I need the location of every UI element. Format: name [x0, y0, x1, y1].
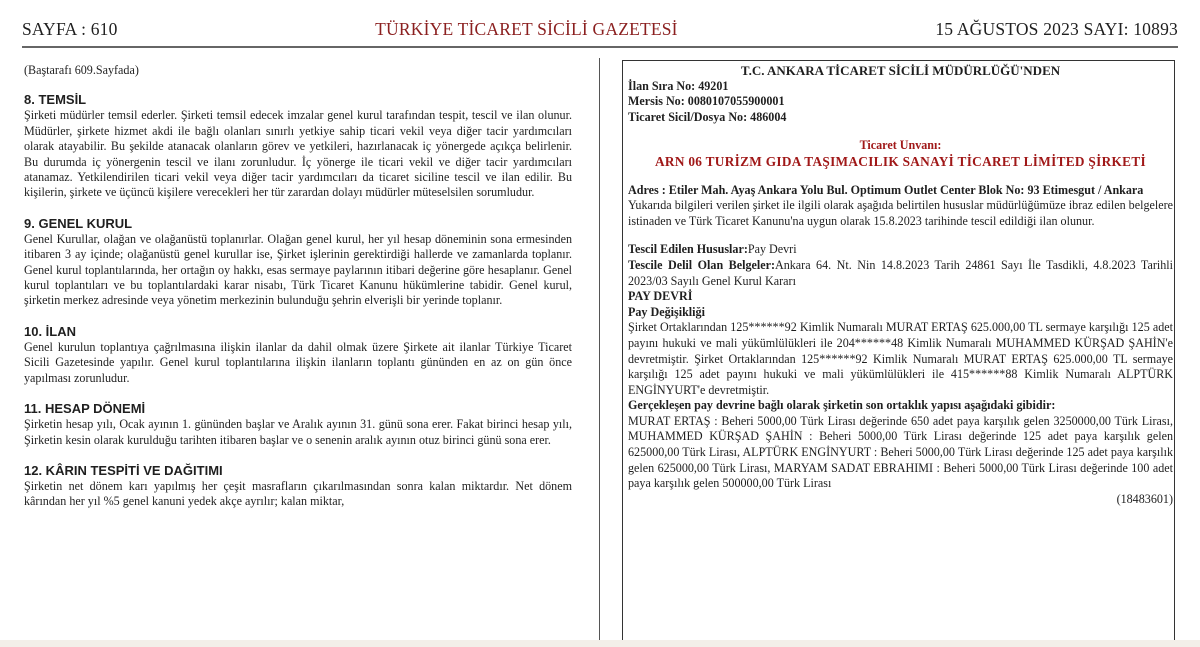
ilan-sira-no: İlan Sıra No: 49201 [628, 78, 729, 93]
mersis-no: Mersis No: 0080107055900001 [628, 94, 785, 109]
structure-text: MURAT ERTAŞ : Beheri 5000,00 Türk Lirası değerinde 650 adet paya karşılık gelen 3250000,00 Türk Lirası, MUHAMMED KÜRŞAD ŞAHİN : Beheri 5000,00 Türk Lirası değerinde 125 adet paya karşılık gelen 625000,00 Türk Lirası, ALPTÜRK ENGİNYURT : Beheri 5000,00 Türk Lirası değerinde 125 adet paya karşılık gelen 625000,00 Türk Lirası, MARYAM SADAT EBRAHIMI : Beheri 5000,00 Türk Lirası değerinde 100 adet paya karşılık gelen 500000,00 Türk Lirası [628, 413, 1173, 491]
section-heading: 8. TEMSİL [24, 92, 87, 108]
section-temsil [24, 92, 572, 200]
section-body: Genel kurulun toplantıya çağrılmasına ilişkin ilanlar da dahil olmak üzere Şirkete ait ilanlar Türkiye Ticaret Sicili Gazetesinde yapılır. Genel kurul toplantılarına ilişkin ilanların toplantı gününden en az on gün önce yapılması zorunludur. [24, 339, 572, 385]
gazette-title: TÜRKİYE TİCARET SİCİLİ GAZETESİ [375, 18, 678, 39]
section-body: Şirketin net dönem karı yapılmış her çeşit masrafların çıkarılmasından sonra kalan miktardır. Net dönem kârından her yıl %5 genel kanuni yedek akçe ayrılır; kalan miktar, [24, 478, 572, 509]
left-column [24, 63, 572, 525]
section-ilan [24, 324, 572, 386]
section-heading: 11. HESAP DÖNEMİ [24, 401, 146, 417]
reference-number: (18483601) [1116, 491, 1173, 506]
office-heading: T.C. ANKARA TİCARET SİCİLİ MÜDÜRLÜĞÜ'NDEN [740, 63, 1061, 78]
page-number: SAYFA : 610 [22, 18, 118, 39]
continued-note: (Baştarafı 609.Sayfada) [24, 63, 139, 77]
unvan-label: Ticaret Unvanı: [859, 138, 942, 153]
tescil-value: Pay Devri [747, 242, 797, 257]
delil-label: Tescile Delil Olan Belgeler: [628, 257, 775, 272]
column-divider [599, 58, 600, 640]
section-kar-dagitimi [24, 463, 572, 510]
tescil-label: Tescil Edilen Hususlar: [628, 242, 748, 257]
announcement-intro: Yukarıda bilgileri verilen şirket ile ilgili olarak aşağıda belirtilen hususlar müdürlüğümüze ibraz edilen belgelere istinaden ve Türk Ticaret Kanunu'na uygun olarak 15.8.2023 tarihinde tescil edildiği ilan olunur. [628, 198, 1173, 228]
page-header [22, 14, 1178, 44]
delil-line [628, 258, 1173, 289]
tescil-line [628, 242, 1173, 258]
section-heading: 9. GENEL KURUL [24, 215, 133, 231]
right-column [628, 63, 1173, 507]
ticaret-sicil-no: Ticaret Sicil/Dosya No: 486004 [628, 109, 787, 124]
section-heading: 12. KÂRIN TESPİTİ VE DAĞITIMI [24, 462, 223, 478]
pay-devri-heading: PAY DEVRİ [628, 289, 693, 304]
pay-degisikligi-heading: Pay Değişikliği [628, 304, 705, 319]
section-body: Şirketi müdürler temsil ederler. Şirketi temsil edecek imzalar genel kurul tarafından tespit, tescil ve ilan olunur. Müdürler, şirkete hizmet akdi ile bağlı olanları sınırlı yetkiye sahip ticari vekil veya diğer tacir yardımcıları olarak atayabilir. Bu şekilde atanacak olanların görev ve yetkileri, hazırlanacak iç yönergede açıkça belirlenir. Bu durumda iç yönergenin tescil ve ilanı zorunludur. İç yönerge ile ticari vekil ve diğer tacir yardımcıları atanamaz. Yetkilendirilen ticari vekil veya diğer tacir yardımcıları da ticaret siciline tescil ve ilan edilir. Bu kişilerin, şirkete ve üçüncü kişilere verecekleri her tür zarardan dolayı müdürler müteselsilen sorumludur. [24, 108, 572, 200]
section-body: Şirketin hesap yılı, Ocak ayının 1. gününden başlar ve Aralık ayının 31. günü sona erer. Fakat birinci hesap yılı, Şirketin kesin olarak kurulduğu tarihten itibaren başlar ve o senenin aralık ayının otuz birinci günü sona erer. [24, 417, 572, 447]
section-body: Genel Kurullar, olağan ve olağanüstü toplanırlar. Olağan genel kurul, her yıl hesap döneminin sona ermesinden itibaren 3 ay içinde; olağanüstü genel kurullar ise, Şirket işlerinin gerektirdiği hallerde ve zamanlarda toplanır. Genel kurul toplantılarında, her ortağın oy hakkı, esas sermaye paylarının itibari değerine göre hesaplanır. Genel kurul toplantıları ve bu toplantılardaki karar nisabı, Türk Ticaret Kanunu hükümlerine tabidir. Genel kurul, şirketin merkez adresinde veya yönetim merkezinin bulunduğu şehrin elverişli bir yerinde toplanır. [24, 231, 572, 308]
issue-date: 15 AĞUSTOS 2023 SAYI: 10893 [935, 18, 1178, 39]
section-heading: 10. İLAN [24, 323, 77, 339]
structure-heading: Gerçekleşen pay devrine bağlı olarak şirketin son ortaklık yapısı aşağıdaki gibidir: [628, 398, 1056, 413]
delil-value: Ankara 64. Nt. Nin 14.8.2023 Tarih 24861 Sayı İle Tasdikli, 4.8.2023 Tarihli 2023/03 Sayılı Genel Kurul Kararı [628, 257, 1174, 288]
section-genel-kurul [24, 216, 572, 309]
company-address: Adres : Etiler Mah. Ayaş Ankara Yolu Bul. Optimum Outlet Center Blok No: 93 Etimesgut / Ankara [628, 182, 1144, 197]
transfer-text: Şirket Ortaklarından 125******92 Kimlik Numaralı MURAT ERTAŞ 625.000,00 TL sermaye karşılığı 125 adet payını hukuki ve mali yükümlülükleri ile 204******48 Kimlik Numaralı MUHAMMED KÜRŞAD ŞAHİN'e devretmiştir. Şirket Ortaklarından 125******92 Kimlik Numaralı MURAT ERTAŞ 625.000,00 TL sermaye karşılığı 125 adet payını hukuki ve mali yükümlülükleri ile 415******88 Kimlik Numaralı ALPTÜRK ENGİNYURT'e devretmiştir. [628, 320, 1173, 397]
section-hesap-donemi [24, 401, 572, 448]
company-name: ARN 06 TURİZM GIDA TAŞIMACILIK SANAYİ TİCARET LİMİTED ŞİRKETİ [655, 153, 1146, 169]
header-divider [22, 46, 1178, 48]
